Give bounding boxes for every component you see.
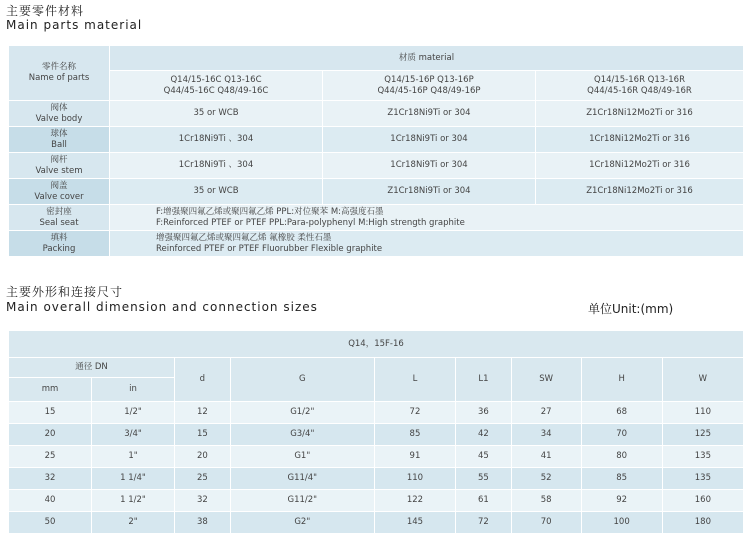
table-cell: 27 [511, 402, 581, 424]
mm-header: mm [9, 378, 92, 402]
table-cell: 1/2" [92, 402, 175, 424]
table-cell: 32 [9, 468, 92, 490]
table-cell: 3/4" [92, 424, 175, 446]
packing-materials: 增强聚四氟乙烯或聚四氟乙烯 氟橡胶 柔性石墨 Reinforced PTEF or PTEF Fluorubber Flexible graphite [110, 231, 744, 257]
table-cell: 72 [374, 402, 455, 424]
table-row [9, 468, 744, 490]
unit-label: 单位Unit:(mm) [588, 302, 674, 316]
material-cell: 1Cr18Ni9Ti 、304 [110, 153, 323, 179]
table-cell: 42 [456, 424, 512, 446]
table-cell: 41 [511, 446, 581, 468]
part-name: 密封座 Seal seat [9, 205, 110, 231]
table-cell: 15 [175, 424, 231, 446]
col-header: W [662, 358, 743, 402]
in-header: in [92, 378, 175, 402]
table-cell: 85 [581, 468, 662, 490]
table-cell: G11/2" [230, 490, 374, 512]
table-cell: 40 [9, 490, 92, 512]
table-row [9, 490, 744, 512]
part-name: 球体 Ball [9, 127, 110, 153]
table-cell: 180 [662, 512, 743, 534]
material-cell: 1Cr18Ni9Ti 、304 [110, 127, 323, 153]
section-title-cn: 主要零件材料 [6, 4, 85, 18]
part-header [9, 46, 110, 101]
table-cell: 122 [374, 490, 455, 512]
table-cell: G11/4" [230, 468, 374, 490]
seat-materials: F:增强聚四氟乙烯或聚四氟乙烯 PPL:对位聚苯 M:高强度石墨 F:Reinforced PTEF or PTEF PPL:Para-polyphenyl M:High strength graphite [110, 205, 744, 231]
table-cell: 20 [9, 424, 92, 446]
col-header: L [374, 358, 455, 402]
table-cell: 91 [374, 446, 455, 468]
section2-title-en: Main overall dimension and connection sizes [6, 300, 318, 314]
table-cell: 38 [175, 512, 231, 534]
part-name: 阀杆 Valve stem [9, 153, 110, 179]
col-header: SW [511, 358, 581, 402]
material-header: 材质 material [110, 46, 744, 71]
table-cell: 92 [581, 490, 662, 512]
material-cell: 1Cr18Ni12Mo2Ti or 316 [536, 153, 744, 179]
part-header-cn: 零件名称 [41, 62, 76, 72]
table-cell: 55 [456, 468, 512, 490]
col-header: L1 [456, 358, 512, 402]
table-cell: 20 [175, 446, 231, 468]
col-header: d [175, 358, 231, 402]
group-r: Q14/15-16R Q13-16R Q44/45-16R Q48/49-16R [536, 71, 744, 101]
table-cell: 145 [374, 512, 455, 534]
table-cell: G2" [230, 512, 374, 534]
model-header: Q14，15F-16 [9, 331, 744, 358]
part-name: 阀盖 Valve cover [9, 179, 110, 205]
table-cell: 45 [456, 446, 512, 468]
material-cell: 35 or WCB [110, 179, 323, 205]
table-row [9, 512, 744, 534]
table-cell: G1" [230, 446, 374, 468]
dimensions-table [8, 330, 744, 534]
table-row [9, 402, 744, 424]
col-header: G [230, 358, 374, 402]
table-cell: 34 [511, 424, 581, 446]
table-cell: 68 [581, 402, 662, 424]
material-cell: Z1Cr18Ni12Mo2Ti or 316 [536, 101, 744, 127]
table-cell: 12 [175, 402, 231, 424]
table-row [9, 424, 744, 446]
table-cell: 100 [581, 512, 662, 534]
material-cell: Z1Cr18Ni9Ti or 304 [323, 179, 536, 205]
table-cell: 135 [662, 446, 743, 468]
table-cell: 110 [374, 468, 455, 490]
col-header: H [581, 358, 662, 402]
materials-table [8, 45, 744, 257]
part-name: 阀体 Valve body [9, 101, 110, 127]
table-cell: 61 [456, 490, 512, 512]
material-cell: 1Cr18Ni9Ti or 304 [323, 153, 536, 179]
table-cell: 70 [511, 512, 581, 534]
table-cell: 85 [374, 424, 455, 446]
part-header-en: Name of parts [28, 73, 90, 83]
dimensions-body [9, 402, 744, 534]
section2-title-cn: 主要外形和连接尺寸 [6, 285, 124, 299]
table-cell: 2" [92, 512, 175, 534]
material-cell: Z1Cr18Ni12Mo2Ti or 316 [536, 179, 744, 205]
table-cell: 72 [456, 512, 512, 534]
material-cell: 35 or WCB [110, 101, 323, 127]
table-cell: 25 [175, 468, 231, 490]
table-cell: 135 [662, 468, 743, 490]
table-cell: 125 [662, 424, 743, 446]
table-cell: 25 [9, 446, 92, 468]
table-cell: 32 [175, 490, 231, 512]
table-cell: 1 1/4" [92, 468, 175, 490]
table-cell: 110 [662, 402, 743, 424]
table-cell: 50 [9, 512, 92, 534]
table-cell: 80 [581, 446, 662, 468]
table-cell: 1" [92, 446, 175, 468]
table-cell: 36 [456, 402, 512, 424]
table-cell: G1/2" [230, 402, 374, 424]
table-cell: 15 [9, 402, 92, 424]
dn-header: 通径 DN [9, 358, 175, 378]
table-row [9, 446, 744, 468]
table-cell: 52 [511, 468, 581, 490]
material-cell: Z1Cr18Ni9Ti or 304 [323, 101, 536, 127]
section-title-en: Main parts material [6, 18, 143, 32]
table-cell: 58 [511, 490, 581, 512]
part-name: 填料 Packing [9, 231, 110, 257]
group-p: Q14/15-16P Q13-16P Q44/45-16P Q48/49-16P [323, 71, 536, 101]
table-cell: 1 1/2" [92, 490, 175, 512]
group-c: Q14/15-16C Q13-16C Q44/45-16C Q48/49-16C [110, 71, 323, 101]
table-cell: 70 [581, 424, 662, 446]
table-cell: G3/4" [230, 424, 374, 446]
material-cell: 1Cr18Ni12Mo2Ti or 316 [536, 127, 744, 153]
table-cell: 160 [662, 490, 743, 512]
material-cell: 1Cr18Ni9Ti or 304 [323, 127, 536, 153]
